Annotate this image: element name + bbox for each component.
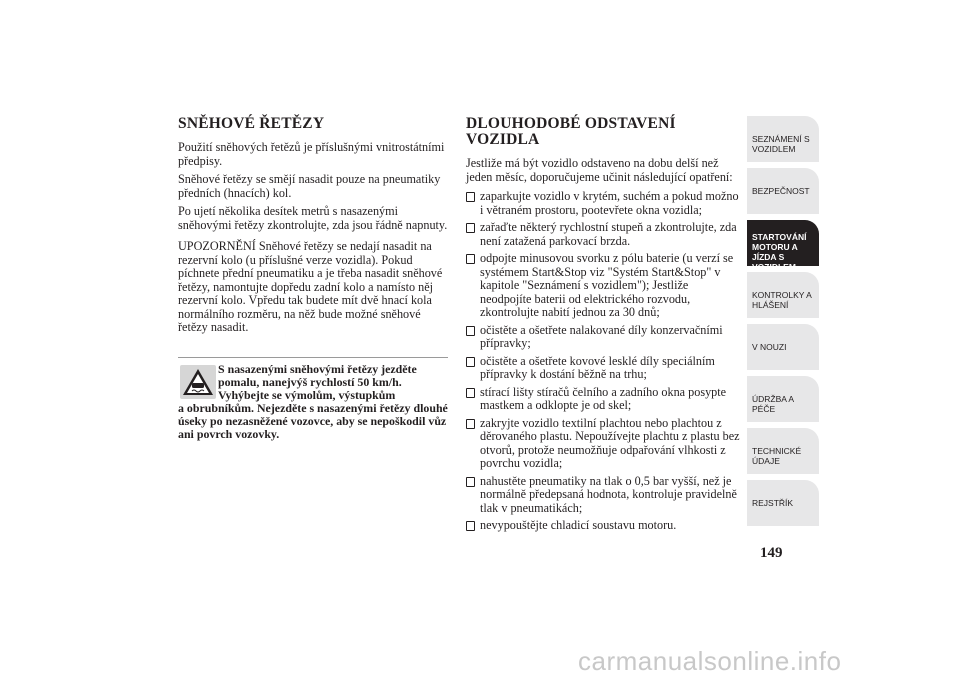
watermark: carmanualsonline.info	[578, 646, 842, 676]
heading-line-2: VOZIDLA	[466, 131, 540, 148]
tab-seznameni[interactable]: SEZNÁMENÍ S VOZIDLEM	[747, 116, 819, 162]
tab-startovani[interactable]: STARTOVÁNÍ MOTORU A JÍZDA S VOZIDLEM	[747, 220, 819, 266]
checkbox-bullet-icon	[466, 254, 475, 264]
right-column	[466, 116, 742, 537]
tab-udrzba[interactable]: ÚDRŽBA A PÉČE	[747, 376, 819, 422]
list-item: očistěte a ošetřete kovové lesklé díly speciálním přípravky k dostání běžně na trhu;	[466, 355, 742, 382]
checkbox-bullet-icon	[466, 192, 475, 202]
list-item: zaparkujte vozidlo v krytém, suchém a pokud možno i větraném prostoru, pootevřete okna vozidla;	[466, 190, 742, 217]
note-paragraph: UPOZORNĚNÍ Sněhové řetězy se nedají nasadit na rezervní kolo (u příslušné verze vozidla). Pokud píchnete přední pneumatiku a je třeba nasadit sněhové řetězy, namontujte dopředu zadní kolo a namísto něj rezervní kolo. Vpředu tak budete mít dvě hnací kola normálního rozměru, na něž bude možné sněhové řetězy nasadit.	[178, 239, 443, 334]
list-item: očistěte a ošetřete nalakované díly konzervačními přípravky;	[466, 324, 742, 351]
checkbox-bullet-icon	[466, 388, 475, 398]
list-item: zakryjte vozidlo textilní plachtou nebo plachtou z děrovaného plastu. Nepoužívejte plachtu z plastu bez otvorů, protože neumožňuje odpařování vlhkosti z povrchu vozidla;	[466, 417, 742, 471]
tab-technicke-udaje[interactable]: TECHNICKÉ ÚDAJE	[747, 428, 819, 474]
heading-line-1: DLOUHODOBÉ ODSTAVENÍ	[466, 115, 676, 132]
tab-rejstrik[interactable]: REJSTŘÍK	[747, 480, 819, 526]
checkbox-bullet-icon	[466, 477, 475, 487]
section-heading-long-term-storage	[466, 116, 742, 148]
warning-text	[178, 363, 450, 441]
paragraph: Po ujetí několika desítek metrů s nasazenými sněhovými řetězy zkontrolujte, zda jsou řádně napnuty.	[178, 204, 448, 232]
left-column	[178, 116, 450, 340]
warning-text-indented: S nasazenými sněhovými řetězy jezděte pomalu, nanejvýš rychlostí 50 km/h. Vyhýbejte se výmolům, výstupkům	[218, 362, 417, 402]
skidding-car-warning-icon	[180, 365, 216, 399]
tab-v-nouzi[interactable]: V NOUZI	[747, 324, 819, 370]
checkbox-bullet-icon	[466, 357, 475, 367]
warning-box	[178, 357, 450, 441]
list-item: zařaďte některý rychlostní stupeň a zkontrolujte, zda není zatažená parkovací brzda.	[466, 221, 742, 248]
tab-kontrolky[interactable]: KONTROLKY A HLÁŠENÍ	[747, 272, 819, 318]
paragraph: Použití sněhových řetězů je příslušnými vnitrostátními předpisy.	[178, 140, 445, 168]
storage-checklist	[466, 190, 742, 533]
list-item: nahustěte pneumatiky na tlak o 0,5 bar vyšší, než je normálně předepsaná hodnota, kontroluje pravidelně tlak v pneumatikách;	[466, 475, 742, 516]
page-number: 149	[760, 545, 783, 561]
intro-paragraph: Jestliže má být vozidlo odstaveno na dobu delší než jeden měsíc, doporučujeme učinit následující opatření:	[466, 156, 733, 184]
checkbox-bullet-icon	[466, 521, 475, 531]
warning-text-rest: a obrubníkům. Nejezděte s nasazenými řetězy dlouhé úseky po nezasněžené vozovce, aby se nepoškodil vůz ani povrch vozovky.	[178, 401, 448, 441]
list-item: nevypouštějte chladicí soustavu motoru.	[466, 519, 742, 533]
checkbox-bullet-icon	[466, 419, 475, 429]
list-item: odpojte minusovou svorku z pólu baterie (u verzí se systémem Start&Stop viz "Systém Start&Stop" v kapitole "Seznámení s vozidlem"); Jestliže neodpojíte baterii od elektrického rozvodu, zkontrolujte nabití jednou za 30 dnů;	[466, 252, 742, 320]
checkbox-bullet-icon	[466, 223, 475, 233]
tab-bezpecnost[interactable]: BEZPEČNOST	[747, 168, 819, 214]
list-item: stírací lišty stíračů čelního a zadního okna posypte mastkem a odklopte je od skel;	[466, 386, 742, 413]
chapter-tabs	[747, 116, 819, 532]
checkbox-bullet-icon	[466, 326, 475, 336]
paragraph: Sněhové řetězy se smějí nasadit pouze na pneumatiky předních (hnacích) kol.	[178, 172, 441, 200]
section-heading-snow-chains: SNĚHOVÉ ŘETĚZY	[178, 115, 325, 132]
divider	[178, 357, 448, 358]
